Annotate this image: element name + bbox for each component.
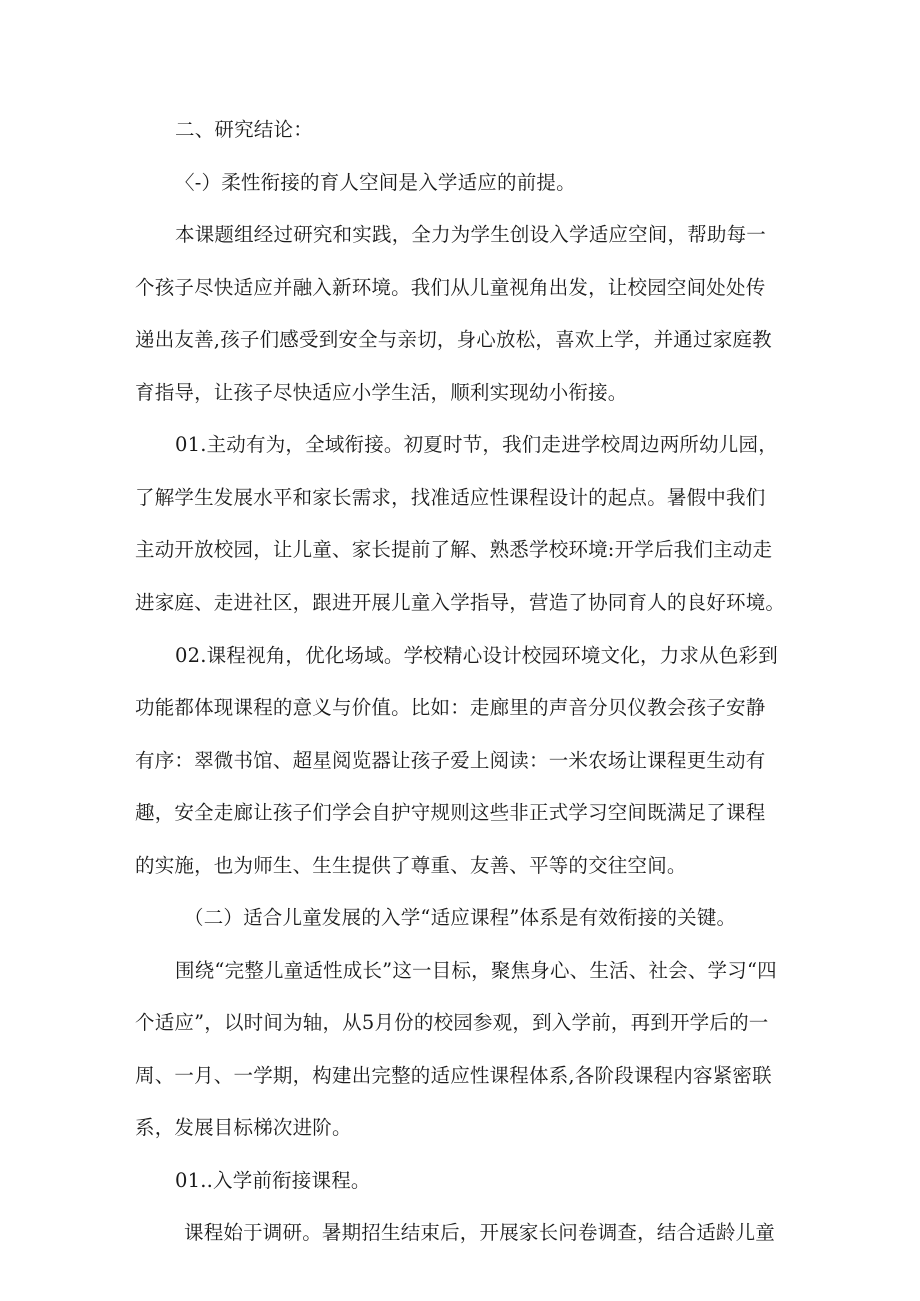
paragraph-line: 有序：翠微书馆、超星阅览器让孩子爱上阅读：一米农场让课程更生动有 xyxy=(135,749,766,772)
paragraph-line: 围绕“完整儿童适性成长”这一目标，聚焦身心、生活、社会、学习“四 xyxy=(175,959,777,982)
paragraph-line: 02.课程视角，优化场域。学校精心设计校园环境文化，力求从色彩到 xyxy=(175,644,778,667)
paragraph-line: 育指导，让孩子尽快适应小学生活，顺利实现幼小衔接。 xyxy=(135,381,628,404)
subheading-3: 01..入学前衔接课程。 xyxy=(175,1169,371,1192)
paragraph-line: 系，发展目标梯次进阶。 xyxy=(135,1116,352,1139)
paragraph-line: 课程始于调研。暑期招生结束后，开展家长问卷调查，结合适龄儿童 xyxy=(184,1221,776,1244)
paragraph-line: 个孩子尽快适应并融入新环境。我们从儿童视角出发，让校园空间处处传 xyxy=(135,276,766,299)
paragraph-line: 本课题组经过研究和实践，全力为学生创设入学适应空间，帮助每一 xyxy=(175,223,767,246)
section-heading-research-conclusion: 二、研究结论： xyxy=(175,118,313,141)
paragraph-line: 了解学生发展水平和家长需求，找准适应性课程设计的起点。暑假中我们 xyxy=(135,486,766,509)
paragraph-line: 趣，安全走廊让孩子们学会自护守规则这些非正式学习空间既满足了课程 xyxy=(135,801,766,824)
paragraph-line: 的实施，也为师生、生生提供了尊重、友善、平等的交往空间。 xyxy=(135,854,687,877)
paragraph-line: 01.主动有为，全域衔接。初夏时节，我们走进学校周边两所幼儿园， xyxy=(175,433,778,456)
paragraph-line: 个适应”，以时间为轴，从5月份的校园参观，到入学前，再到开学后的一 xyxy=(135,1011,769,1034)
paragraph-line: 递出友善,孩子们感受到安全与亲切，身心放松，喜欢上学，并通过家庭教 xyxy=(135,328,772,351)
paragraph-line: 周、一月、一学期，构建出完整的适应性课程体系,各阶段课程内容紧密联 xyxy=(135,1064,772,1087)
paragraph-line: 主动开放校园，让儿童、家长提前了解、熟悉学校环境:开学后我们主动走 xyxy=(135,538,773,561)
subheading-1: 〈-）柔性衔接的育人空间是入学适应的前提。 xyxy=(175,171,576,194)
subheading-2: （二）适合儿童发展的入学“适应课程”体系是有效衔接的关键。 xyxy=(184,906,737,929)
paragraph-line: 进家庭、走进社区，跟进开展儿童入学指导，营造了协同育人的良好环境。 xyxy=(135,591,786,614)
paragraph-line: 功能都体现课程的意义与价值。比如：走廊里的声音分贝仪教会孩子安静 xyxy=(135,696,766,719)
